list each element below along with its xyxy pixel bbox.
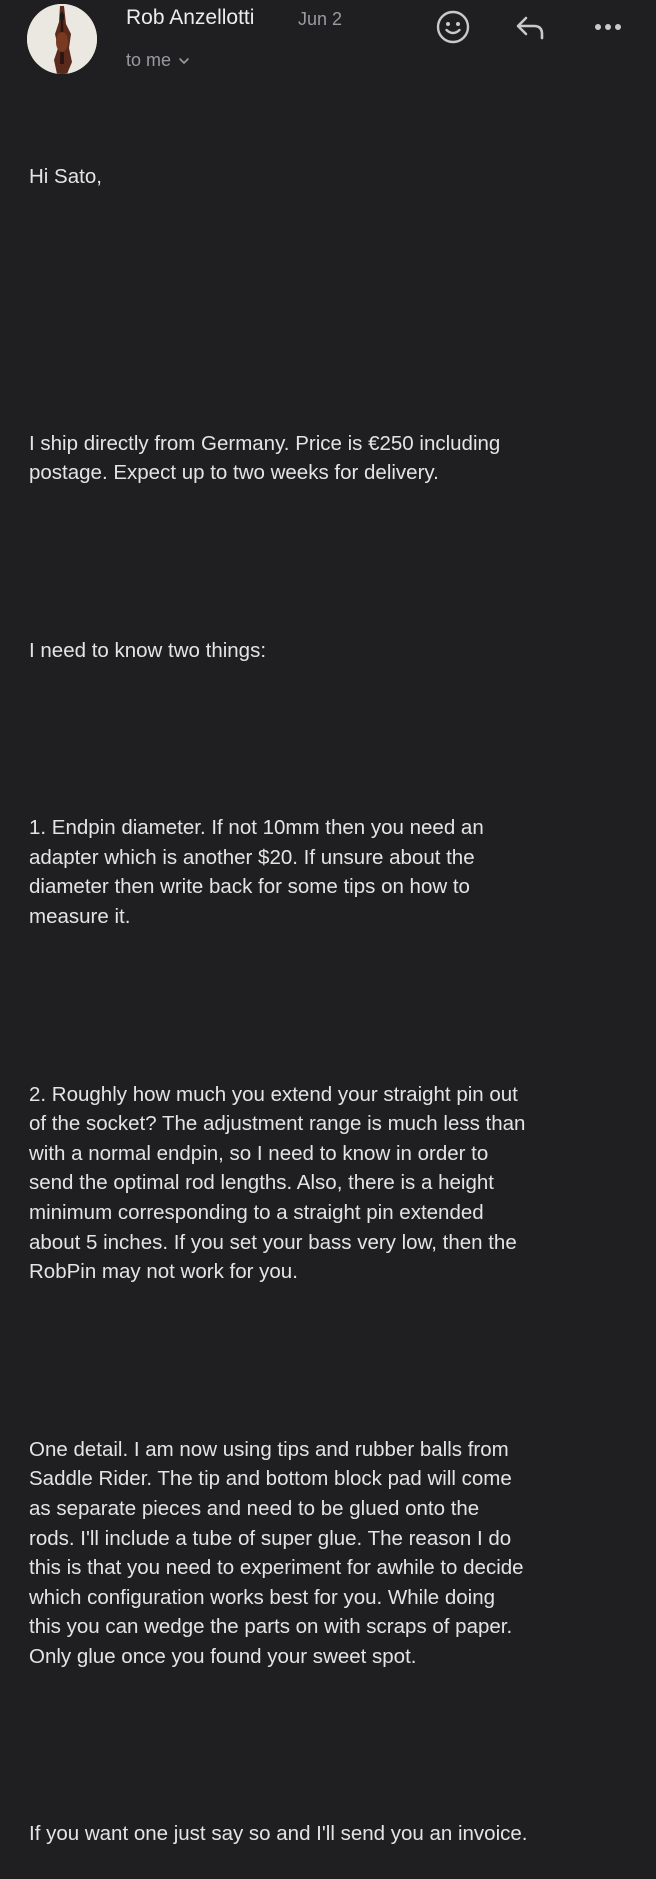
paragraph-detail: One detail. I am now using tips and rubber balls from Saddle Rider. The tip and bottom block pad will come as separate pieces and need to be glued onto the rods. I'll include a tube of super glue. The reason I do this is that you need to experiment for awhile to decide which configuration works best for you. While doing this you can wedge the parts on with scraps of paper. Only glue once you found your sweet spot.	[29, 1437, 524, 1668]
email-date: Jun 2	[298, 9, 343, 29]
spacer	[29, 991, 639, 1021]
more-options-button[interactable]	[589, 8, 627, 46]
spacer	[29, 547, 639, 577]
avatar[interactable]	[27, 4, 97, 74]
spacer	[29, 1731, 639, 1761]
spacer	[29, 1346, 639, 1376]
more-icon	[590, 9, 626, 45]
smiley-icon	[435, 9, 471, 45]
spacer	[29, 251, 639, 281]
sender-name[interactable]: Rob Anzellotti	[126, 6, 255, 29]
recipient-label: to me	[126, 50, 172, 70]
email-body	[29, 103, 639, 1879]
email-header	[0, 0, 656, 90]
spacer	[29, 340, 639, 370]
chevron-down-icon	[177, 54, 191, 68]
paragraph-two-things: I need to know two things:	[29, 638, 267, 662]
paragraph-closing: If you want one just say so and I'll send you an invoice.	[29, 1822, 528, 1846]
paragraph-shipping: I ship directly from Germany. Price is €250 including postage. Expect up to two weeks for delivery.	[29, 431, 501, 485]
recipient-toggle[interactable]	[126, 50, 191, 71]
spacer	[29, 724, 639, 754]
reply-button[interactable]	[511, 8, 549, 46]
paragraph-endpin: 1. Endpin diameter. If not 10mm then you need an adapter which is another $20. If unsure about the diameter then write back for some tips on how to measure it.	[29, 816, 484, 929]
add-reaction-button[interactable]	[434, 8, 472, 46]
avatar-image	[27, 4, 97, 74]
reply-icon	[512, 9, 548, 45]
greeting: Hi Sato,	[29, 165, 102, 189]
paragraph-extension: 2. Roughly how much you extend your straight pin out of the socket? The adjustment range is much less than with a normal endpin, so I need to know in order to send the optimal rod lengths. Also, there is a height minimum corresponding to a straight pin extended about 5 inches. If you set your bass very low, then the RobPin may not work for you.	[29, 1082, 526, 1284]
